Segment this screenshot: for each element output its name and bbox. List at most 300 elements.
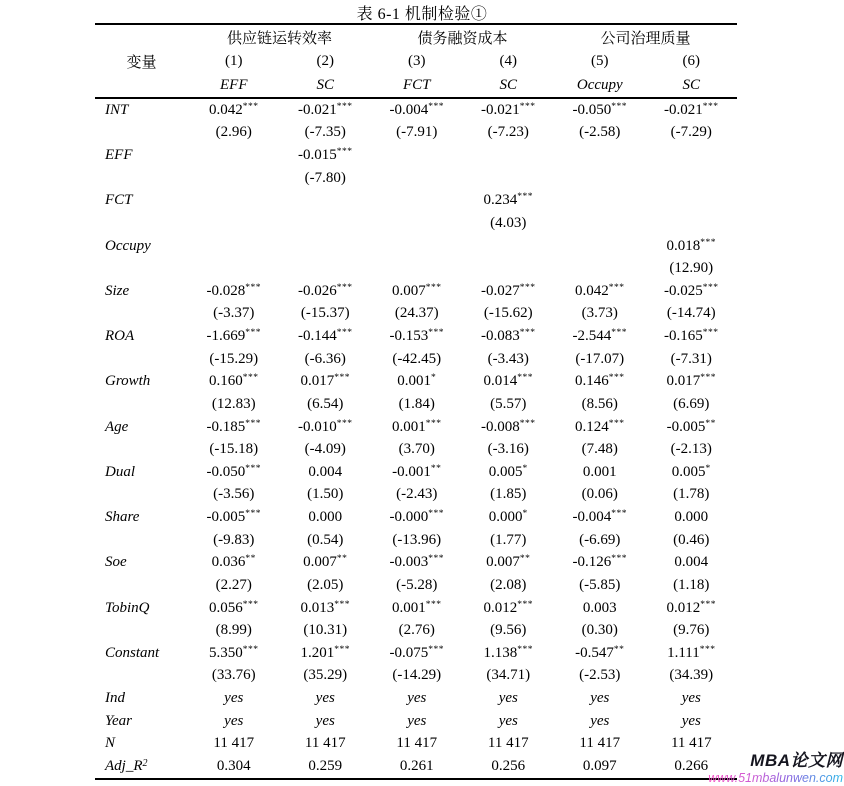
significance-stars: *** [519, 282, 536, 293]
coef-row [95, 642, 737, 665]
coef-cell: -0.144*** [298, 328, 353, 345]
variable-label-spacer [95, 122, 188, 145]
model-number: (6) [682, 52, 701, 69]
coef-cell: -0.005** [666, 418, 716, 435]
tstat-cell [646, 167, 738, 190]
footer-value-cell: 0.304 [216, 757, 251, 774]
significance-stars: ** [519, 554, 531, 565]
footer-row [95, 710, 737, 733]
variable-label: Age [105, 418, 129, 435]
variable-label-spacer [95, 212, 188, 235]
tstat-cell [371, 257, 463, 280]
tstat-row [95, 438, 737, 461]
variable-label-spacer [95, 348, 188, 371]
tstat-cell [463, 167, 555, 190]
coef-row [95, 597, 737, 620]
coef-cell [463, 235, 555, 258]
coef-cell: -0.004*** [389, 101, 445, 118]
tstat-cell: (2.05) [307, 576, 344, 593]
model-name-row [95, 73, 737, 98]
coef-cell: 1.138*** [483, 644, 534, 661]
coef-row [95, 98, 737, 122]
tstat-cell: (-14.29) [392, 667, 442, 684]
coef-row [95, 461, 737, 484]
variable-label: Occupy [105, 237, 151, 254]
tstat-cell: (6.54) [307, 395, 344, 412]
coef-cell: 0.000 [308, 509, 343, 526]
coef-cell: 0.007** [303, 554, 348, 571]
footer-value-cell: 0.266 [674, 757, 709, 774]
coef-row [95, 235, 737, 258]
significance-stars: *** [517, 644, 534, 655]
tstat-cell: (-15.18) [209, 441, 259, 458]
tstat-cell: (34.39) [669, 667, 714, 684]
significance-stars: *** [702, 328, 719, 339]
tstat-cell: (-2.53) [579, 667, 621, 684]
coef-cell: -0.004*** [572, 509, 628, 526]
coef-cell: -0.050*** [572, 101, 628, 118]
coef-cell [554, 144, 646, 167]
significance-stars: ** [705, 418, 716, 429]
tstat-cell: (-6.69) [579, 531, 621, 548]
significance-stars: *** [702, 282, 719, 293]
coef-cell: -0.027*** [481, 282, 536, 299]
variable-label: Size [105, 282, 130, 299]
tstat-cell: (2.76) [398, 622, 435, 639]
footer-label: $Adj\_R^2$ [105, 757, 148, 774]
coef-cell: 0.004 [674, 554, 709, 571]
model-name: Occupy [554, 73, 646, 98]
variable-label-spacer [95, 574, 188, 597]
tstat-cell: (-7.91) [396, 124, 438, 141]
tstat-cell: (-6.36) [304, 350, 346, 367]
tstat-cell: (33.76) [211, 667, 256, 684]
footer-label: Ind [105, 690, 125, 707]
tstat-cell: (-5.85) [579, 576, 621, 593]
tstat-cell: (-7.35) [304, 124, 346, 141]
coef-cell: 0.005* [671, 463, 711, 480]
significance-stars: *** [608, 282, 625, 293]
significance-stars: *** [242, 644, 259, 655]
tstat-cell: (5.57) [490, 395, 527, 412]
coef-row [95, 552, 737, 575]
significance-stars: *** [700, 599, 717, 610]
coef-cell: -0.010*** [298, 418, 353, 435]
footer-value-cell: 11 417 [670, 735, 712, 752]
tstat-cell: (-4.09) [304, 441, 346, 458]
tstat-cell: (2.27) [215, 576, 252, 593]
footer-value-cell: yes [315, 690, 335, 707]
significance-stars: *** [425, 599, 442, 610]
model-number: (4) [499, 52, 518, 69]
tstat-cell: (-3.56) [213, 486, 255, 503]
coef-cell: -0.153*** [389, 328, 445, 345]
coef-cell [554, 190, 646, 213]
model-name: FCT [371, 73, 463, 98]
significance-stars: *** [334, 599, 350, 610]
significance-stars: *** [336, 418, 353, 429]
coef-cell: -0.126*** [572, 554, 628, 571]
coef-cell: 0.000 [674, 509, 709, 526]
significance-stars: *** [336, 101, 353, 112]
coef-cell: -0.005*** [206, 509, 261, 526]
tstat-cell: (9.56) [490, 622, 527, 639]
tstat-cell: (-2.13) [670, 441, 712, 458]
model-number: (1) [225, 52, 243, 69]
coef-cell: -0.015*** [298, 147, 353, 164]
coef-cell: -0.028*** [206, 282, 261, 299]
coef-cell [188, 190, 280, 213]
tstat-cell: (4.03) [490, 214, 527, 231]
tstat-cell [188, 257, 280, 280]
tstat-cell: (1.78) [673, 486, 710, 503]
variable-label-spacer [95, 529, 188, 552]
footer-value-cell: 11 417 [487, 735, 529, 752]
significance-stars: *** [245, 463, 261, 474]
model-name-spacer [95, 73, 188, 98]
tstat-row [95, 484, 737, 507]
tstat-cell: (1.77) [490, 531, 527, 548]
variable-label-spacer [95, 438, 188, 461]
tstat-cell: (-9.83) [213, 531, 255, 548]
variable-label-spacer [95, 665, 188, 688]
significance-stars: *** [608, 418, 625, 429]
model-number: (5) [591, 52, 609, 69]
coef-cell [646, 144, 738, 167]
footer-value-cell: yes [224, 712, 244, 729]
coef-cell: 0.042*** [209, 101, 259, 118]
model-number-row [95, 49, 737, 73]
coef-cell: 0.004 [308, 463, 343, 480]
coef-cell: -0.083*** [481, 328, 536, 345]
significance-stars: *** [611, 554, 628, 565]
watermark-url: www.51mbalunwen.com [708, 771, 843, 785]
footer-value-cell: 11 417 [579, 735, 621, 752]
tstat-cell: (-17.07) [575, 350, 625, 367]
coef-cell: -0.021*** [298, 101, 353, 118]
variable-label-spacer [95, 619, 188, 642]
footer-value-cell: yes [681, 690, 701, 707]
coef-cell: 0.014*** [483, 373, 534, 390]
footer-row [95, 755, 737, 779]
variable-label: ROA [105, 328, 135, 345]
variable-column-header: 变量 [126, 54, 157, 71]
coef-cell: -0.001** [392, 463, 442, 480]
table-body [95, 98, 737, 779]
tstat-cell [280, 212, 372, 235]
tstat-cell: (-15.37) [300, 305, 350, 322]
variable-label-spacer [95, 393, 188, 416]
significance-stars: *** [245, 282, 261, 293]
significance-stars: *** [611, 509, 628, 520]
tstat-cell: (1.18) [673, 576, 710, 593]
coef-row [95, 190, 737, 213]
significance-stars: *** [517, 599, 534, 610]
coef-cell: -2.544*** [572, 328, 628, 345]
tstat-cell: (-42.45) [392, 350, 442, 367]
group-header-row [95, 24, 737, 49]
coef-row [95, 325, 737, 348]
significance-stars: * [522, 509, 528, 520]
footer-value-cell: 11 417 [396, 735, 438, 752]
significance-stars: * [705, 463, 711, 474]
tstat-cell: (0.30) [581, 622, 618, 639]
significance-stars: *** [702, 101, 719, 112]
tstat-row [95, 303, 737, 326]
coef-cell: 0.003 [582, 599, 617, 616]
footer-value-cell: 11 417 [213, 735, 255, 752]
coef-cell: 0.056*** [209, 599, 259, 616]
coef-cell: 0.017*** [666, 373, 717, 390]
significance-stars: *** [699, 644, 716, 655]
group-header-supply-chain: 供应链运转效率 [227, 30, 333, 47]
group-header-spacer [95, 24, 188, 49]
significance-stars: *** [700, 373, 717, 384]
significance-stars: *** [245, 328, 261, 339]
coef-cell: -0.008*** [481, 418, 536, 435]
tstat-cell: (-14.74) [666, 305, 716, 322]
coef-cell: 0.018*** [666, 237, 717, 254]
coef-cell [188, 144, 280, 167]
footer-value-cell: yes [590, 690, 610, 707]
significance-stars: *** [428, 644, 445, 655]
significance-stars: *** [611, 328, 628, 339]
tstat-cell: (-3.43) [487, 350, 529, 367]
tstat-cell: (1.85) [490, 486, 527, 503]
footer-value-cell: 11 417 [304, 735, 346, 752]
footer-value-cell: yes [590, 712, 610, 729]
significance-stars: ** [430, 463, 442, 474]
coef-cell: 0.012*** [483, 599, 534, 616]
coef-row [95, 506, 737, 529]
tstat-cell: (-7.23) [487, 124, 529, 141]
coef-cell: -0.050*** [206, 463, 261, 480]
tstat-row [95, 665, 737, 688]
significance-stars: * [431, 373, 437, 384]
significance-stars: *** [428, 328, 445, 339]
coef-row [95, 416, 737, 439]
coef-cell [463, 144, 555, 167]
results-table-container [95, 23, 737, 780]
coef-cell: 0.013*** [300, 599, 350, 616]
tstat-cell: (-3.37) [213, 305, 255, 322]
tstat-cell: (-7.31) [670, 350, 712, 367]
variable-label: EFF [105, 147, 133, 164]
tstat-cell: (6.69) [673, 395, 710, 412]
tstat-cell [554, 167, 646, 190]
tstat-row [95, 574, 737, 597]
significance-stars: *** [517, 192, 534, 203]
tstat-cell: (24.37) [394, 305, 439, 322]
significance-stars: *** [336, 282, 353, 293]
tstat-row [95, 212, 737, 235]
coef-cell: 0.007*** [392, 282, 442, 299]
coef-cell [280, 235, 372, 258]
coef-cell: -0.185*** [206, 418, 261, 435]
coef-cell: 0.012*** [666, 599, 717, 616]
table-title: 表 6-1 机制检验① [356, 6, 488, 23]
tstat-cell: (-7.29) [670, 124, 712, 141]
variable-label: Growth [105, 373, 151, 390]
significance-stars: *** [428, 509, 445, 520]
variable-label-spacer [95, 303, 188, 326]
coef-cell: -0.025*** [664, 282, 719, 299]
tstat-cell [554, 212, 646, 235]
coef-cell: 0.234*** [483, 192, 534, 209]
coef-cell: -1.669*** [206, 328, 261, 345]
tstat-cell: (0.46) [673, 531, 710, 548]
coef-row [95, 144, 737, 167]
model-number: (2) [316, 52, 334, 69]
tstat-row [95, 257, 737, 280]
tstat-cell: (35.29) [303, 667, 348, 684]
tstat-row [95, 529, 737, 552]
variable-label-spacer [95, 484, 188, 507]
variable-label: Share [105, 509, 140, 526]
significance-stars: *** [519, 328, 536, 339]
model-number: (3) [408, 52, 426, 69]
tstat-cell: (12.90) [669, 260, 714, 277]
tstat-cell: (-5.28) [396, 576, 438, 593]
coef-cell [371, 190, 463, 213]
tstat-cell: (34.71) [486, 667, 531, 684]
tstat-cell [371, 212, 463, 235]
significance-stars: *** [245, 418, 261, 429]
watermark [708, 751, 843, 786]
variable-label: Soe [105, 554, 127, 571]
variable-label-spacer [95, 167, 188, 190]
tstat-cell: (-3.16) [487, 441, 529, 458]
tstat-cell: (-15.62) [483, 305, 533, 322]
coef-cell: 1.111*** [667, 644, 716, 661]
significance-stars: *** [608, 373, 625, 384]
tstat-cell: (3.70) [398, 441, 435, 458]
footer-value-cell: yes [681, 712, 701, 729]
footer-value-cell: yes [498, 712, 518, 729]
coef-row [95, 371, 737, 394]
coef-cell [280, 190, 372, 213]
significance-stars: *** [242, 101, 259, 112]
coef-cell: -0.021*** [664, 101, 719, 118]
coef-cell: 0.042*** [575, 282, 625, 299]
significance-stars: *** [611, 101, 628, 112]
significance-stars: *** [425, 418, 442, 429]
footer-row [95, 733, 737, 756]
significance-stars: *** [519, 101, 536, 112]
coef-cell: 0.017*** [300, 373, 350, 390]
significance-stars: *** [428, 101, 445, 112]
coef-cell: -0.075*** [389, 644, 445, 661]
tstat-cell: (8.56) [581, 395, 618, 412]
significance-stars: *** [336, 147, 353, 158]
coef-row [95, 280, 737, 303]
significance-stars: * [522, 463, 528, 474]
tstat-cell: (8.99) [215, 622, 252, 639]
results-table [95, 23, 737, 780]
label-superscript: 2 [142, 757, 148, 769]
coef-cell: -0.021*** [481, 101, 536, 118]
coef-cell: 0.000* [488, 509, 528, 526]
model-name: SC [646, 73, 738, 98]
coef-cell: 1.201*** [300, 644, 350, 661]
coef-cell: 0.001 [582, 463, 617, 480]
coef-cell: 0.036** [211, 554, 256, 571]
significance-stars: *** [428, 554, 445, 565]
coef-cell: 0.007** [486, 554, 531, 571]
footer-value-cell: yes [224, 690, 244, 707]
model-name: EFF [188, 73, 280, 98]
tstat-cell: (-13.96) [392, 531, 442, 548]
tstat-cell: (-7.80) [304, 169, 346, 186]
significance-stars: *** [242, 373, 259, 384]
tstat-cell: (2.08) [490, 576, 527, 593]
variable-label-spacer [95, 257, 188, 280]
tstat-cell: (2.96) [215, 124, 252, 141]
model-name: SC [280, 73, 372, 98]
tstat-cell [188, 167, 280, 190]
coef-cell [371, 144, 463, 167]
coef-cell: 0.124*** [575, 418, 625, 435]
tstat-row [95, 619, 737, 642]
variable-label: FCT [105, 192, 133, 209]
tstat-row [95, 348, 737, 371]
footer-value-cell: 0.097 [582, 757, 617, 774]
coef-cell: 0.001* [397, 373, 437, 390]
tstat-cell: (-2.58) [579, 124, 621, 141]
coef-cell: 0.146*** [575, 373, 625, 390]
tstat-cell: (7.48) [581, 441, 618, 458]
coef-cell: 0.001*** [392, 418, 442, 435]
tstat-cell: (0.54) [307, 531, 344, 548]
tstat-cell: (-2.43) [396, 486, 438, 503]
tstat-cell: (9.76) [673, 622, 710, 639]
coef-cell: 0.160*** [209, 373, 259, 390]
footer-row [95, 687, 737, 710]
tstat-row [95, 122, 737, 145]
significance-stars: *** [334, 373, 350, 384]
tstat-cell [554, 257, 646, 280]
significance-stars: *** [336, 328, 353, 339]
variable-label: Dual [105, 463, 135, 480]
coef-cell [188, 235, 280, 258]
coef-cell: 5.350*** [209, 644, 259, 661]
significance-stars: *** [242, 599, 259, 610]
significance-stars: ** [336, 554, 348, 565]
significance-stars: *** [517, 373, 534, 384]
coef-cell: -0.003*** [389, 554, 445, 571]
coef-cell [646, 190, 738, 213]
variable-label: TobinQ [105, 599, 150, 616]
significance-stars: *** [245, 509, 261, 520]
group-header-debt-financing: 债务融资成本 [417, 30, 508, 47]
footer-value-cell: yes [498, 690, 518, 707]
significance-stars: *** [334, 644, 350, 655]
footer-value-cell: yes [315, 712, 335, 729]
tstat-cell [646, 212, 738, 235]
variable-label: Constant [105, 644, 160, 661]
footer-value-cell: 0.261 [399, 757, 434, 774]
significance-stars: ** [245, 554, 256, 565]
significance-stars: *** [519, 418, 536, 429]
footer-value-cell: 0.259 [308, 757, 343, 774]
tstat-cell [371, 167, 463, 190]
variable-label: INT [105, 101, 129, 118]
tstat-cell: (-15.29) [209, 350, 259, 367]
significance-stars: ** [613, 644, 625, 655]
footer-label: N [105, 735, 116, 752]
significance-stars: *** [700, 237, 717, 248]
tstat-cell: (12.83) [211, 395, 256, 412]
